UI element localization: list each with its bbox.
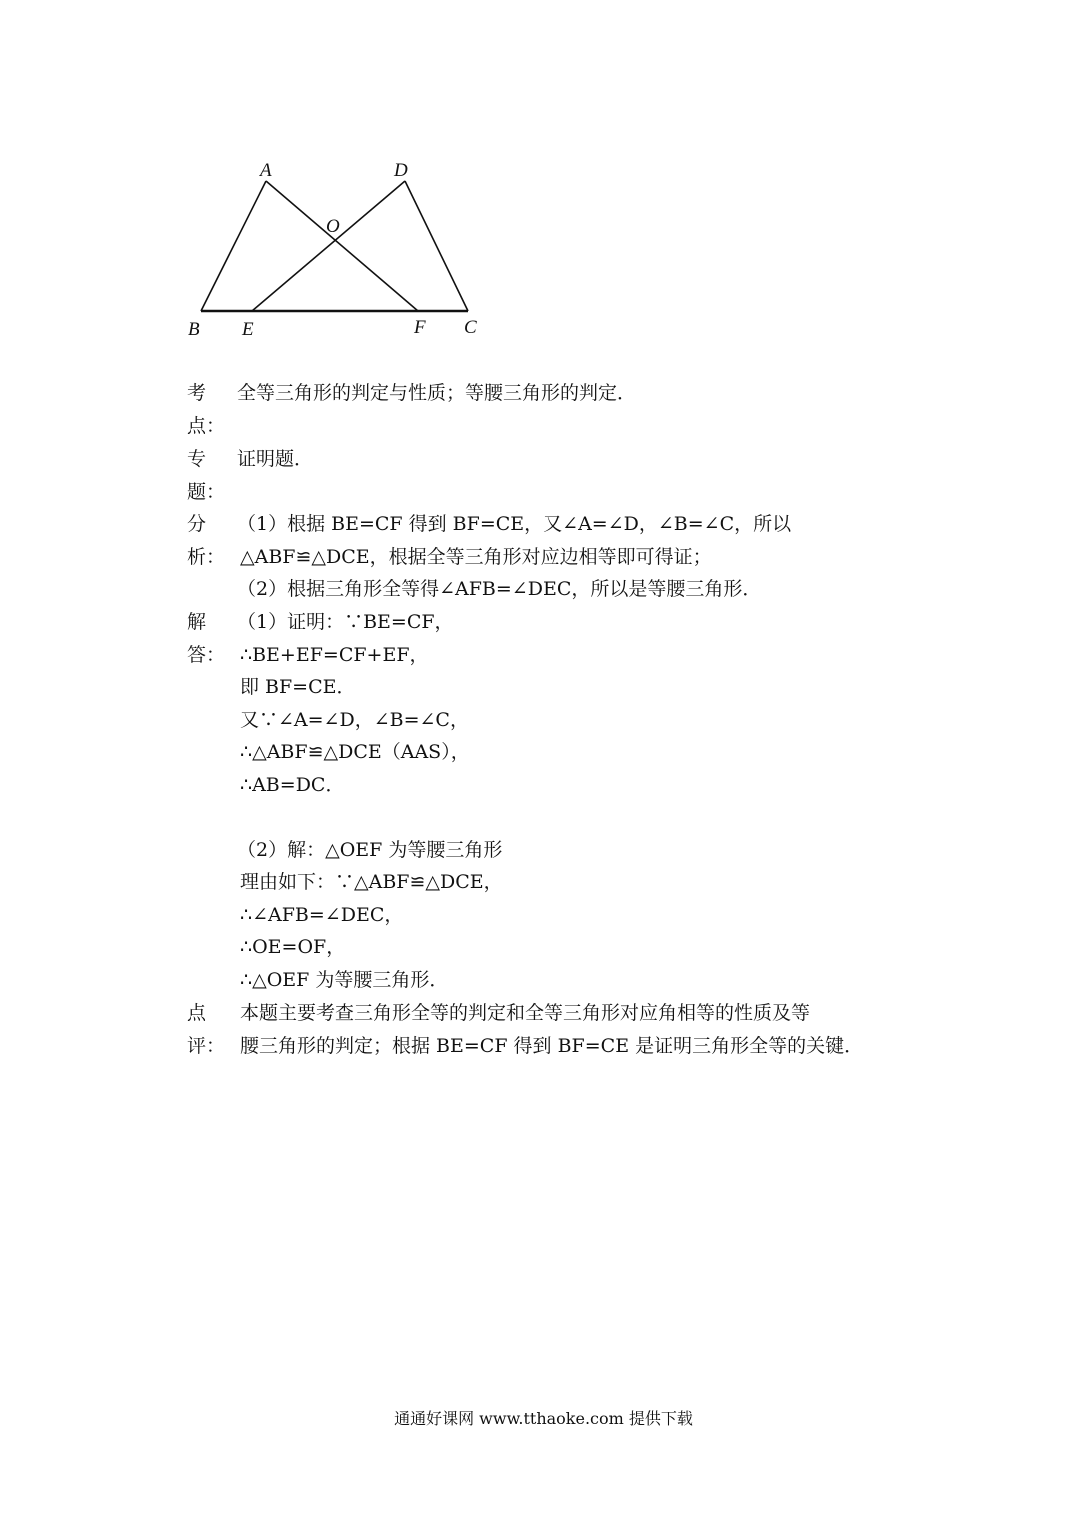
label-D: D (394, 160, 408, 181)
zhuanti-label-2: 题： (187, 481, 226, 503)
jieda-part2-line-1: （2）解：△OEF 为等腰三角形 (237, 839, 503, 861)
kaodian-text: 全等三角形的判定与性质；等腰三角形的判定． (237, 382, 637, 404)
kaodian-label-1: 考 (187, 382, 207, 404)
label-C: C (464, 317, 477, 338)
triangle-diagram (180, 150, 500, 350)
fenxi-label-1: 分 (187, 513, 207, 535)
segment-DE (252, 181, 405, 311)
dianping-label-1: 点 (187, 1002, 207, 1024)
jieda-label-2: 答： (187, 644, 226, 666)
jieda-part1-line-1: （1）证明：∵BE=CF， (237, 611, 454, 633)
segment-DC (405, 181, 468, 311)
jieda-part1-line-3: 即 BF=CE． (240, 676, 356, 698)
dianping-line-1: 本题主要考查三角形全等的判定和全等三角形对应角相等的性质及等 (240, 1002, 811, 1024)
jieda-part1-line-2: ∴BE+EF=CF+EF， (240, 644, 429, 666)
jieda-part1-line-5: ∴△ABF≌△DCE（AAS）， (240, 741, 470, 763)
jieda-part1-line-6: ∴AB=DC． (240, 774, 345, 796)
footer-text: 通通好课网 www.tthaoke.com 提供下载 (394, 1409, 693, 1428)
geometry-figure (180, 150, 500, 350)
jieda-part2-line-5: ∴△OEF 为等腰三角形． (240, 969, 449, 991)
segment-AB (201, 181, 266, 311)
fenxi-line-2: △ABF≌△DCE，根据全等三角形对应边相等即可得证； (240, 546, 712, 568)
label-A: A (260, 160, 272, 181)
dianping-line-2: 腰三角形的判定；根据 BE=CF 得到 BF=CE 是证明三角形全等的关键． (240, 1035, 864, 1057)
fenxi-line-1: （1）根据 BE=CF 得到 BF=CE，又∠A=∠D，∠B=∠C，所以 (237, 513, 792, 535)
kaodian-label-2: 点： (187, 415, 226, 437)
zhuanti-text: 证明题． (237, 448, 314, 470)
fenxi-line-3: （2）根据三角形全等得∠AFB=∠DEC，所以是等腰三角形． (237, 578, 762, 600)
dianping-label-2: 评： (187, 1035, 226, 1057)
jieda-part1-line-4: 又∵∠A=∠D，∠B=∠C， (240, 709, 469, 731)
segment-AF (266, 181, 418, 311)
jieda-part2-line-3: ∴∠AFB=∠DEC， (240, 904, 404, 926)
label-E: E (242, 319, 254, 340)
jieda-label-1: 解 (187, 611, 207, 633)
jieda-part2-line-2: 理由如下：∵△ABF≌△DCE， (240, 871, 503, 893)
fenxi-label-2: 析： (187, 546, 226, 568)
zhuanti-label-1: 专 (187, 448, 207, 470)
label-F: F (414, 317, 426, 338)
label-B: B (188, 319, 200, 340)
label-O: O (326, 216, 340, 237)
jieda-part2-line-4: ∴OE=OF， (240, 936, 346, 958)
